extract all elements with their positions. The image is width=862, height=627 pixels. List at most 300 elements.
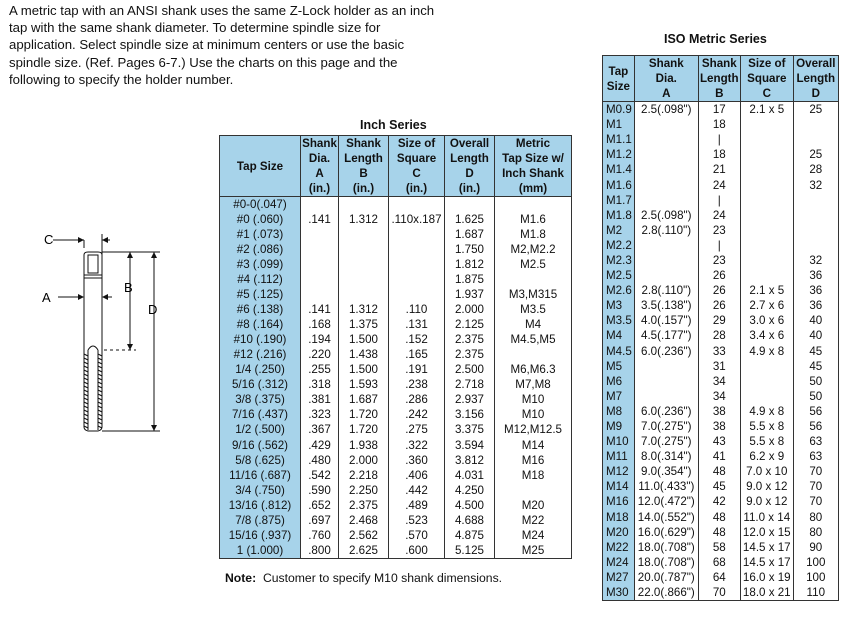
table-cell bbox=[495, 197, 572, 213]
table-cell: 34 bbox=[698, 389, 740, 404]
table-cell: M1 bbox=[603, 117, 635, 132]
table-cell: 70 bbox=[793, 494, 838, 509]
inch-table-row bbox=[220, 227, 572, 242]
table-cell: 4.5(.177") bbox=[634, 328, 698, 343]
table-cell: 29 bbox=[698, 313, 740, 328]
table-cell bbox=[634, 193, 698, 208]
table-cell: 1/4 (.250) bbox=[220, 362, 301, 377]
table-cell: 5/8 (.625) bbox=[220, 453, 301, 468]
table-cell: 26 bbox=[698, 268, 740, 283]
table-cell bbox=[339, 197, 389, 213]
thread-mark bbox=[84, 406, 88, 408]
table-cell: 80 bbox=[793, 510, 838, 525]
table-cell: .381 bbox=[301, 392, 339, 407]
table-cell: 90 bbox=[793, 540, 838, 555]
table-cell: .110 bbox=[389, 302, 445, 317]
table-cell bbox=[740, 177, 793, 192]
table-cell: | bbox=[698, 132, 740, 147]
inch-table-row bbox=[220, 528, 572, 543]
table-cell: 26 bbox=[698, 283, 740, 298]
table-cell: .242 bbox=[389, 407, 445, 422]
table-cell: 38 bbox=[698, 419, 740, 434]
table-cell: M11 bbox=[603, 449, 635, 464]
table-cell: 1.312 bbox=[339, 212, 389, 227]
metric-table-row bbox=[603, 555, 839, 570]
metric-header-square: Size of Square C bbox=[740, 56, 793, 102]
metric-table-row bbox=[603, 102, 839, 118]
table-cell bbox=[793, 238, 838, 253]
table-cell: .286 bbox=[389, 392, 445, 407]
table-cell: #3 (.099) bbox=[220, 257, 301, 272]
metric-table-row bbox=[603, 570, 839, 585]
table-cell bbox=[339, 287, 389, 302]
metric-table-row bbox=[603, 494, 839, 509]
table-cell: 4.031 bbox=[445, 468, 495, 483]
table-cell bbox=[339, 257, 389, 272]
metric-table-row bbox=[603, 419, 839, 434]
table-cell: 5.5 x 8 bbox=[740, 434, 793, 449]
table-cell: M20 bbox=[603, 525, 635, 540]
table-cell bbox=[793, 208, 838, 223]
table-cell: M2,M2.2 bbox=[495, 242, 572, 257]
table-cell: 36 bbox=[793, 283, 838, 298]
metric-table-row bbox=[603, 328, 839, 343]
table-cell: .697 bbox=[301, 513, 339, 528]
table-cell: #0 (.060) bbox=[220, 212, 301, 227]
table-cell bbox=[740, 389, 793, 404]
thread-mark bbox=[98, 418, 102, 420]
table-cell: 3.0 x 6 bbox=[740, 313, 793, 328]
metric-table-row bbox=[603, 359, 839, 374]
inch-table-row bbox=[220, 407, 572, 422]
table-cell: M12,M12.5 bbox=[495, 422, 572, 437]
table-cell: M18 bbox=[603, 510, 635, 525]
table-cell: 1.720 bbox=[339, 407, 389, 422]
table-cell: 4.875 bbox=[445, 528, 495, 543]
tap-diagram bbox=[38, 222, 168, 462]
table-cell: 2.000 bbox=[445, 302, 495, 317]
table-cell: 48 bbox=[698, 464, 740, 479]
table-cell: M7,M8 bbox=[495, 377, 572, 392]
table-cell: 5.125 bbox=[445, 543, 495, 559]
inch-table-row bbox=[220, 347, 572, 362]
inch-table-row bbox=[220, 197, 572, 213]
metric-table-row bbox=[603, 177, 839, 192]
table-cell: M9 bbox=[603, 419, 635, 434]
table-cell: .590 bbox=[301, 483, 339, 498]
table-cell: 11.0(.433") bbox=[634, 479, 698, 494]
thread-mark bbox=[98, 394, 102, 396]
inch-table-row bbox=[220, 498, 572, 513]
table-cell: 63 bbox=[793, 449, 838, 464]
inch-table-row bbox=[220, 483, 572, 498]
header-metric: Metric Tap Size w/ Inch Shank (mm) bbox=[495, 136, 572, 197]
thread-mark bbox=[84, 422, 88, 424]
metric-table-row bbox=[603, 253, 839, 268]
table-cell: 25 bbox=[793, 102, 838, 118]
table-cell: 6.0(.236") bbox=[634, 404, 698, 419]
table-cell bbox=[634, 117, 698, 132]
table-cell: 70 bbox=[793, 479, 838, 494]
table-cell: M1.7 bbox=[603, 193, 635, 208]
inch-table-row bbox=[220, 332, 572, 347]
table-cell bbox=[740, 238, 793, 253]
table-cell bbox=[634, 253, 698, 268]
table-cell: 50 bbox=[793, 374, 838, 389]
table-cell: 7.0(.275") bbox=[634, 419, 698, 434]
table-cell: 14.0(.552") bbox=[634, 510, 698, 525]
table-cell: | bbox=[698, 193, 740, 208]
table-cell bbox=[793, 132, 838, 147]
metric-table-row bbox=[603, 117, 839, 132]
table-cell: .542 bbox=[301, 468, 339, 483]
table-cell: 7.0 x 10 bbox=[740, 464, 793, 479]
table-cell: M18 bbox=[495, 468, 572, 483]
table-cell: 1.625 bbox=[445, 212, 495, 227]
table-cell: .323 bbox=[301, 407, 339, 422]
thread-mark bbox=[98, 398, 102, 400]
table-cell: M3.5 bbox=[495, 302, 572, 317]
table-cell: .131 bbox=[389, 317, 445, 332]
table-cell bbox=[301, 272, 339, 287]
table-cell bbox=[495, 347, 572, 362]
thread-mark bbox=[84, 426, 88, 428]
table-cell: 2.562 bbox=[339, 528, 389, 543]
table-cell: 2.5(.098") bbox=[634, 208, 698, 223]
table-cell: 70 bbox=[793, 464, 838, 479]
metric-table-row bbox=[603, 344, 839, 359]
table-cell: M22 bbox=[603, 540, 635, 555]
inch-table-row bbox=[220, 362, 572, 377]
table-cell: .194 bbox=[301, 332, 339, 347]
table-cell: 3.156 bbox=[445, 407, 495, 422]
table-cell: 1/2 (.500) bbox=[220, 422, 301, 437]
table-cell bbox=[740, 147, 793, 162]
table-cell: M2 bbox=[603, 223, 635, 238]
table-cell: 33 bbox=[698, 344, 740, 359]
table-cell: .600 bbox=[389, 543, 445, 559]
table-cell: M8 bbox=[603, 404, 635, 419]
table-cell: 38 bbox=[698, 404, 740, 419]
inch-table-row bbox=[220, 392, 572, 407]
inch-table-row bbox=[220, 438, 572, 453]
header-tap-size: Tap Size bbox=[220, 136, 301, 197]
table-cell: 2.218 bbox=[339, 468, 389, 483]
table-cell: #5 (.125) bbox=[220, 287, 301, 302]
table-cell bbox=[740, 132, 793, 147]
thread-mark bbox=[98, 414, 102, 416]
table-cell: #0-0(.047) bbox=[220, 197, 301, 213]
table-cell: M2.5 bbox=[495, 257, 572, 272]
table-cell: 2.8(.110") bbox=[634, 223, 698, 238]
table-cell: 45 bbox=[793, 359, 838, 374]
metric-series-table bbox=[602, 55, 839, 601]
table-cell: M24 bbox=[495, 528, 572, 543]
thread-mark bbox=[84, 366, 88, 368]
table-cell: 8.0(.314") bbox=[634, 449, 698, 464]
table-cell: #2 (.086) bbox=[220, 242, 301, 257]
table-cell: 2.500 bbox=[445, 362, 495, 377]
table-cell bbox=[740, 359, 793, 374]
table-cell: 4.9 x 8 bbox=[740, 344, 793, 359]
metric-header-shank-length: Shank Length B bbox=[699, 57, 739, 100]
table-cell: 26 bbox=[698, 298, 740, 313]
metric-table-row bbox=[603, 313, 839, 328]
metric-table-row bbox=[603, 162, 839, 177]
table-cell bbox=[634, 238, 698, 253]
table-cell: M10 bbox=[495, 392, 572, 407]
table-cell: 6.2 x 9 bbox=[740, 449, 793, 464]
table-cell: 58 bbox=[698, 540, 740, 555]
table-cell: 5.5 x 8 bbox=[740, 419, 793, 434]
table-cell: 17 bbox=[698, 102, 740, 118]
inch-table-row bbox=[220, 453, 572, 468]
table-cell bbox=[634, 162, 698, 177]
table-cell: 1 (1.000) bbox=[220, 543, 301, 559]
table-cell: 1.438 bbox=[339, 347, 389, 362]
metric-table-row bbox=[603, 268, 839, 283]
inch-table-row bbox=[220, 513, 572, 528]
table-cell: 68 bbox=[698, 555, 740, 570]
table-cell: 24 bbox=[698, 177, 740, 192]
inch-table-row bbox=[220, 287, 572, 302]
table-cell bbox=[389, 242, 445, 257]
thread-mark bbox=[98, 374, 102, 376]
table-cell: 2.468 bbox=[339, 513, 389, 528]
table-cell: 1.687 bbox=[339, 392, 389, 407]
table-cell: 2.937 bbox=[445, 392, 495, 407]
table-cell: .255 bbox=[301, 362, 339, 377]
table-cell: 48 bbox=[698, 525, 740, 540]
table-cell: 3.4 x 6 bbox=[740, 328, 793, 343]
inch-table-row bbox=[220, 317, 572, 332]
label-b: B bbox=[124, 280, 133, 295]
table-cell: .152 bbox=[389, 332, 445, 347]
table-cell: M1.2 bbox=[603, 147, 635, 162]
header-square: Size of Square C (in.) bbox=[389, 136, 445, 197]
table-cell: M3 bbox=[603, 298, 635, 313]
table-cell: M1.1 bbox=[603, 132, 635, 147]
table-cell: M4.5,M5 bbox=[495, 332, 572, 347]
metric-series-title: ISO Metric Series bbox=[664, 32, 767, 46]
table-cell: 31 bbox=[698, 359, 740, 374]
table-cell: 18 bbox=[698, 147, 740, 162]
table-cell: #6 (.138) bbox=[220, 302, 301, 317]
table-cell: 2.375 bbox=[339, 498, 389, 513]
table-cell: 40 bbox=[793, 328, 838, 343]
table-cell bbox=[634, 147, 698, 162]
metric-table-row bbox=[603, 147, 839, 162]
table-cell: 2.5(.098") bbox=[634, 102, 698, 118]
note-label: Note: bbox=[225, 571, 257, 585]
table-cell: M2.5 bbox=[603, 268, 635, 283]
table-cell: M1.4 bbox=[603, 162, 635, 177]
table-cell: 1.812 bbox=[445, 257, 495, 272]
table-cell: M5 bbox=[603, 359, 635, 374]
table-cell: 28 bbox=[793, 162, 838, 177]
table-cell bbox=[634, 177, 698, 192]
table-cell: 2.000 bbox=[339, 453, 389, 468]
table-cell: .141 bbox=[301, 212, 339, 227]
thread-mark bbox=[84, 358, 88, 360]
inch-table-row bbox=[220, 272, 572, 287]
table-cell: 7/16 (.437) bbox=[220, 407, 301, 422]
table-cell: M25 bbox=[495, 543, 572, 559]
table-cell bbox=[793, 117, 838, 132]
thread-mark bbox=[84, 390, 88, 392]
table-cell: 20.0(.787") bbox=[634, 570, 698, 585]
table-cell: .322 bbox=[389, 438, 445, 453]
metric-table-row bbox=[603, 585, 839, 601]
table-cell bbox=[339, 272, 389, 287]
inch-table-row bbox=[220, 257, 572, 272]
table-cell: .406 bbox=[389, 468, 445, 483]
table-cell: 48 bbox=[698, 510, 740, 525]
header-shank-dia: Shank Dia. A (in.) bbox=[302, 137, 337, 195]
inch-table-row bbox=[220, 302, 572, 317]
thread-mark bbox=[98, 410, 102, 412]
table-cell bbox=[740, 193, 793, 208]
table-cell: 25 bbox=[793, 147, 838, 162]
table-cell: 23 bbox=[698, 223, 740, 238]
thread-mark bbox=[84, 378, 88, 380]
table-cell: M10 bbox=[603, 434, 635, 449]
thread-mark bbox=[84, 402, 88, 404]
table-cell: 64 bbox=[698, 570, 740, 585]
inch-table-row bbox=[220, 422, 572, 437]
table-cell: 42 bbox=[698, 494, 740, 509]
header-overall: Overall Length D (in.) bbox=[445, 136, 495, 197]
table-cell: 45 bbox=[793, 344, 838, 359]
table-cell: M4 bbox=[603, 328, 635, 343]
thread-mark bbox=[98, 378, 102, 380]
table-cell bbox=[301, 197, 339, 213]
table-cell: 1.593 bbox=[339, 377, 389, 392]
thread-mark bbox=[84, 374, 88, 376]
table-cell bbox=[793, 223, 838, 238]
table-cell: 14.5 x 17 bbox=[740, 540, 793, 555]
table-cell: #12 (.216) bbox=[220, 347, 301, 362]
table-cell: 7/8 (.875) bbox=[220, 513, 301, 528]
table-cell: M4.5 bbox=[603, 344, 635, 359]
metric-table-row bbox=[603, 298, 839, 313]
table-cell: .429 bbox=[301, 438, 339, 453]
table-cell: 2.625 bbox=[339, 543, 389, 559]
metric-table-row bbox=[603, 238, 839, 253]
table-cell: M22 bbox=[495, 513, 572, 528]
thread-mark bbox=[84, 382, 88, 384]
thread-mark bbox=[98, 390, 102, 392]
metric-table-row bbox=[603, 223, 839, 238]
table-cell: M20 bbox=[495, 498, 572, 513]
thread-mark bbox=[98, 382, 102, 384]
inch-series-table bbox=[219, 135, 572, 559]
thread-mark bbox=[98, 402, 102, 404]
table-cell: 2.125 bbox=[445, 317, 495, 332]
table-cell: M7 bbox=[603, 389, 635, 404]
table-cell: 41 bbox=[698, 449, 740, 464]
table-cell: 43 bbox=[698, 434, 740, 449]
table-cell: 3/4 (.750) bbox=[220, 483, 301, 498]
table-cell: M3,M315 bbox=[495, 287, 572, 302]
table-cell: M1.8 bbox=[603, 208, 635, 223]
table-cell: 24 bbox=[698, 208, 740, 223]
metric-table-row bbox=[603, 479, 839, 494]
table-cell: 9/16 (.562) bbox=[220, 438, 301, 453]
table-cell: 3.594 bbox=[445, 438, 495, 453]
table-cell bbox=[389, 197, 445, 213]
label-c: C bbox=[44, 232, 54, 247]
metric-table-row bbox=[603, 193, 839, 208]
table-cell: M1.6 bbox=[603, 177, 635, 192]
thread-mark bbox=[98, 406, 102, 408]
table-cell: M1.6 bbox=[495, 212, 572, 227]
table-cell: .238 bbox=[389, 377, 445, 392]
thread-mark bbox=[98, 354, 102, 356]
table-cell bbox=[740, 268, 793, 283]
table-cell: 21 bbox=[698, 162, 740, 177]
inch-table-row bbox=[220, 377, 572, 392]
table-cell: 3.5(.138") bbox=[634, 298, 698, 313]
table-cell: .141 bbox=[301, 302, 339, 317]
table-cell: 1.720 bbox=[339, 422, 389, 437]
table-cell: M14 bbox=[603, 479, 635, 494]
table-cell: #10 (.190) bbox=[220, 332, 301, 347]
table-cell: 80 bbox=[793, 525, 838, 540]
thread-mark bbox=[98, 370, 102, 372]
table-cell: 50 bbox=[793, 389, 838, 404]
thread-mark bbox=[84, 370, 88, 372]
thread-mark bbox=[84, 418, 88, 420]
table-cell: 2.8(.110") bbox=[634, 283, 698, 298]
table-cell bbox=[495, 483, 572, 498]
thread-mark bbox=[98, 358, 102, 360]
table-cell: .168 bbox=[301, 317, 339, 332]
inch-table-row bbox=[220, 212, 572, 227]
table-cell: 16.0(.629") bbox=[634, 525, 698, 540]
table-cell bbox=[389, 272, 445, 287]
table-cell: .489 bbox=[389, 498, 445, 513]
table-cell: M6 bbox=[603, 374, 635, 389]
table-cell bbox=[445, 197, 495, 213]
metric-table-row bbox=[603, 374, 839, 389]
table-cell: 13/16 (.812) bbox=[220, 498, 301, 513]
table-cell: 110 bbox=[793, 585, 838, 601]
table-cell: 36 bbox=[793, 298, 838, 313]
inch-series-title: Inch Series bbox=[360, 118, 427, 132]
metric-table-row bbox=[603, 464, 839, 479]
table-cell: 100 bbox=[793, 570, 838, 585]
thread-mark bbox=[84, 414, 88, 416]
table-cell: 23 bbox=[698, 253, 740, 268]
table-cell: 2.250 bbox=[339, 483, 389, 498]
table-cell: M2.6 bbox=[603, 283, 635, 298]
table-cell bbox=[301, 227, 339, 242]
table-cell: 4.500 bbox=[445, 498, 495, 513]
table-cell: M2.2 bbox=[603, 238, 635, 253]
table-cell: M1.8 bbox=[495, 227, 572, 242]
table-cell: 16.0 x 19 bbox=[740, 570, 793, 585]
table-cell bbox=[495, 272, 572, 287]
table-cell: 4.9 x 8 bbox=[740, 404, 793, 419]
table-cell bbox=[634, 359, 698, 374]
metric-table-row bbox=[603, 449, 839, 464]
table-cell: 9.0(.354") bbox=[634, 464, 698, 479]
table-cell: 34 bbox=[698, 374, 740, 389]
thread-mark bbox=[98, 366, 102, 368]
table-cell: 1.375 bbox=[339, 317, 389, 332]
metric-table-row bbox=[603, 208, 839, 223]
